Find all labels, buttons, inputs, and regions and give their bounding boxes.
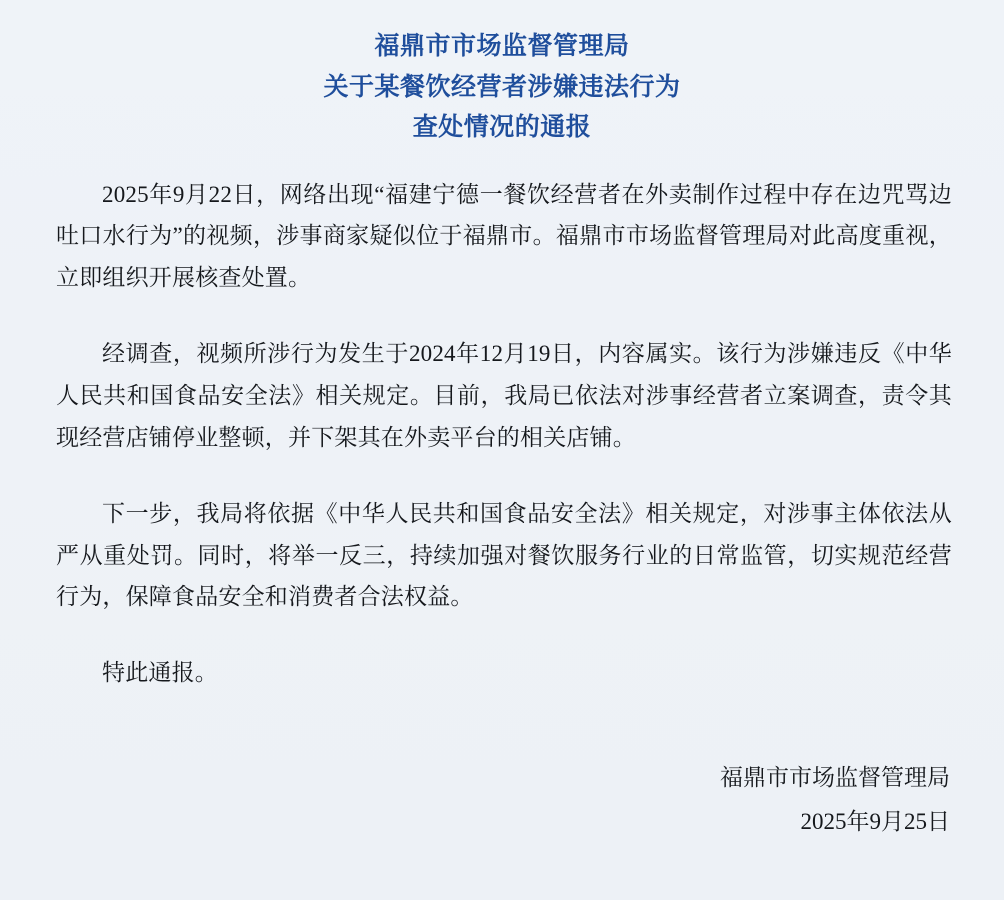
paragraph-1: 2025年9月22日，网络出现“福建宁德一餐饮经营者在外卖制作过程中存在边咒骂边吐口水行为”的视频，涉事商家疑似位于福鼎市。福鼎市市场监督管理局对此高度重视，立即组织开展核查处置。 <box>56 181 952 291</box>
title-line-2: 关于某餐饮经营者涉嫌违法行为 <box>323 72 681 101</box>
signature-block <box>30 756 974 843</box>
paragraph-2: 经调查，视频所涉行为发生于2024年12月19日，内容属实。该行为涉嫌违反《中华人民共和国食品安全法》相关规定。目前，我局已依法对涉事经营者立案调查，责令其现经营店铺停业整顿，并下架其在外卖平台的相关店铺。 <box>56 341 952 450</box>
paragraph-3: 下一步，我局将依据《中华人民共和国食品安全法》相关规定，对涉事主体依法从严从重处罚。同时，将举一反三，持续加强对餐饮服务行业的日常监管，切实规范经营行为，保障食品安全和消费者合法权益。 <box>56 500 952 610</box>
paragraph-4: 特此通报。 <box>102 660 218 686</box>
signature-issuer: 福鼎市市场监督管理局 <box>720 765 950 791</box>
notice-body <box>30 174 974 695</box>
title-line-3: 查处情况的通报 <box>412 113 592 141</box>
page-title <box>30 26 974 148</box>
signature-date: 2025年9月25日 <box>800 808 950 834</box>
title-line-1: 福鼎市市场监督管理局 <box>374 32 630 60</box>
